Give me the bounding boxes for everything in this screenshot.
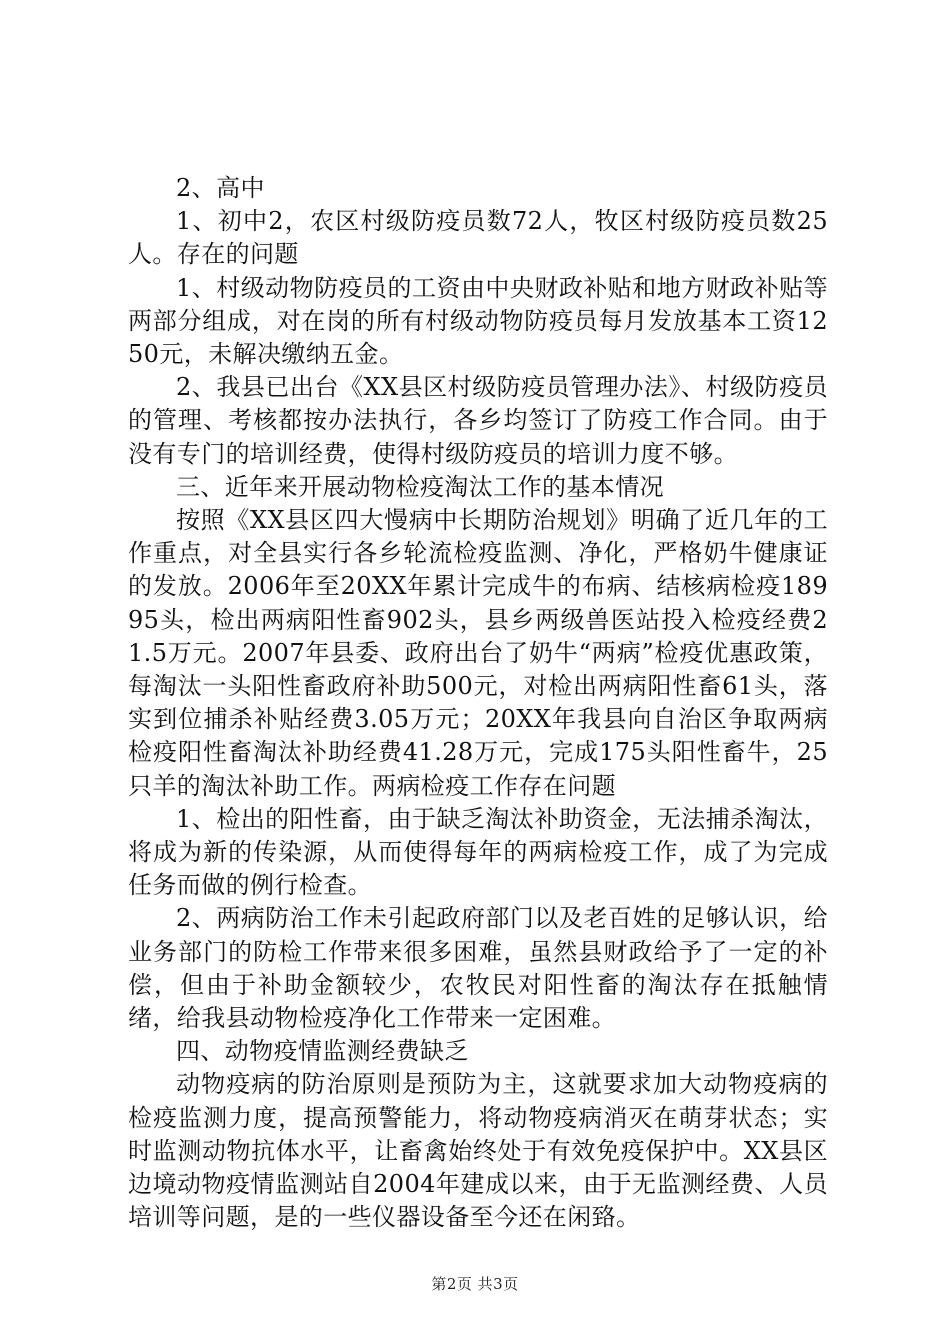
page-footer: 第2页 共3页 (431, 1275, 519, 1293)
subheading-high-school: 2、高中 (176, 174, 265, 202)
paragraph-wage-issue: 1、村级动物防疫员的工资由中央财政补贴和地方财政补贴等两部分组成，对在岗的所有村级动物防疫员每月发放基本工资1250元，未解决缴纳五金。 (128, 273, 828, 369)
paragraph-staff-count: 1、初中2，农区村级防疫员数72人，牧区村级防疫员数25人。存在的问题 (128, 207, 828, 269)
paragraph-positive-livestock-issue: 1、检出的阳性畜，由于缺乏淘汰补助资金，无法捕杀淘汰，将成为新的传染源，从而使得每年的两病检疫工作，成了为完成任务而做的例行检查。 (128, 804, 828, 900)
section-heading-four: 四、动物疫情监测经费缺乏 (176, 1037, 469, 1066)
paragraph-awareness-issue: 2、两病防治工作未引起政府部门以及老百姓的足够认识，给业务部门的防检工作带来很多困难，虽然县财政给予了一定的补偿，但由于补助金额较少，农牧民对阳性畜的淘汰存在抵触情绪，给我县动物检疫净化工作带来一定困难。 (128, 904, 828, 1033)
paragraph-quarantine-overview: 按照《XX县区四大慢病中长期防治规划》明确了近几年的工作重点，对全县实行各乡轮流检疫监测、净化，严格奶牛健康证的发放。2006年至20XX年累计完成牛的布病、结核病检疫18995头，检出两病阳性畜902头，县乡两级兽医站投入检疫经费21.5万元。2007年县委、政府出台了奶牛“两病”检疫优惠政策，每淘汰一头阳性畜政府补助500元，对检出两病阳性畜61头，落实到位捕杀补贴经费3.05万元；20XX年我县向自治区争取两病检疫阳性畜淘汰补助经费41.28万元，完成175头阳性畜牛，25只羊的淘汰补助工作。两病检疫工作存在问题 (128, 506, 828, 800)
paragraph-management-rules: 2、我县已出台《XX县区村级防疫员管理办法》、村级防疫员的管理、考核都按办法执行，各乡均签订了防疫工作合同。由于没有专门的培训经费，使得村级防疫员的培训力度不够。 (128, 373, 828, 468)
document-body (128, 172, 828, 1235)
section-heading-three: 三、近年来开展动物检疫淘汰工作的基本情况 (176, 472, 664, 501)
paragraph-monitoring-funding: 动物疫病的防治原则是预防为主，这就要求加大动物疫病的检疫监测力度，提高预警能力，将动物疫病消灭在萌芽状态；实时监测动物抗体水平，让畜禽始终处于有效免疫保护中。XX县区边境动物疫情监测站自2004年建成以来，由于无监测经费、人员培训等问题，是的一些仪器设备至今还在闲臵。 (128, 1070, 828, 1232)
